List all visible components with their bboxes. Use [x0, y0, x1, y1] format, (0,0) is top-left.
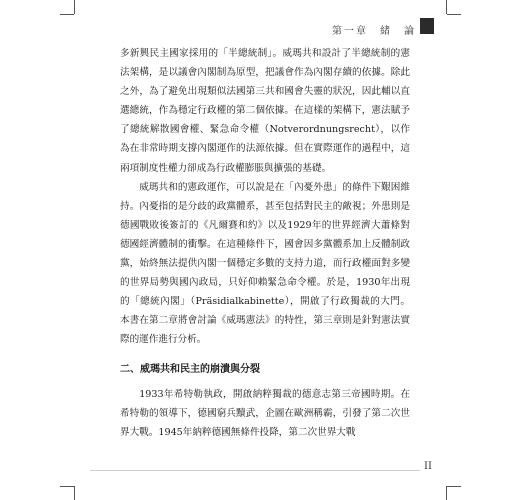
paragraph-1: 多新興民主國家採用的「半總統制」。威瑪共和設計了半總統制的憲法架構，是以議會內閣制為原型，把議會作為內閣存續的依據。除此之外，為了避免出現類似法國第三共和國會失靈的狀況，因此輔以直選總統，作為穩定行政權的第二個依據。在這樣的架構下，憲法賦予了總統解散國會權、緊急命令權（Notverordnungsrecht），以作為在非常時期支撐內閣運作的法源依據。但在實際運作的過程中，這兩項制度性權力卻成為行政權膨脹與擴張的基礎。 [120, 48, 410, 174]
paragraph-3: 1933年希特勒執政，開啟納粹獨裁的德意志第三帝國時期。在希特勒的領導下，德國窮兵黷武，企圖在歐洲稱霸，引發了第二次世界大戰。1945年納粹德國無條件投降，第二次世界大戰 [120, 388, 410, 438]
crop-mark [74, 486, 75, 500]
crop-mark [60, 14, 74, 15]
crop-mark [74, 0, 75, 14]
paragraph-2: 威瑪共和的憲政運作，可以說是在「內憂外患」的條件下艱困維持。內憂指的是分歧的政黨體系，甚至包括對民主的敵視；外患則是德國戰敗後簽訂的《凡爾賽和約》以及1929年的世界經濟大蕭條對德國經濟體制的衝擊。在這種條件下，國會因多黨體系加上反體制政黨，始終無法提供內閣一個穩定多數的支持力道，而行政權面對多變的世界局勢與國內政局，只好仰賴緊急命令權。於是，1930年出現的「總統內閣」（Präsidialkabinette），開啟了行政獨裁的大門。本書在第二章將會討論《威瑪憲法》的特性，第三章則是針對憲法實際的運作進行分析。 [120, 181, 410, 346]
crop-mark [60, 486, 74, 487]
running-head: 第一章 緒 論 [332, 26, 416, 37]
crop-mark [447, 14, 461, 15]
crop-mark [446, 0, 447, 14]
crop-mark [447, 486, 461, 487]
footer-rule [90, 470, 420, 471]
chapter-marker-block [420, 18, 434, 34]
body-text [120, 44, 410, 442]
section-heading: 二、威瑪共和民主的崩潰與分裂 [120, 363, 260, 375]
crop-mark [446, 486, 447, 500]
page-number: II [424, 461, 432, 472]
